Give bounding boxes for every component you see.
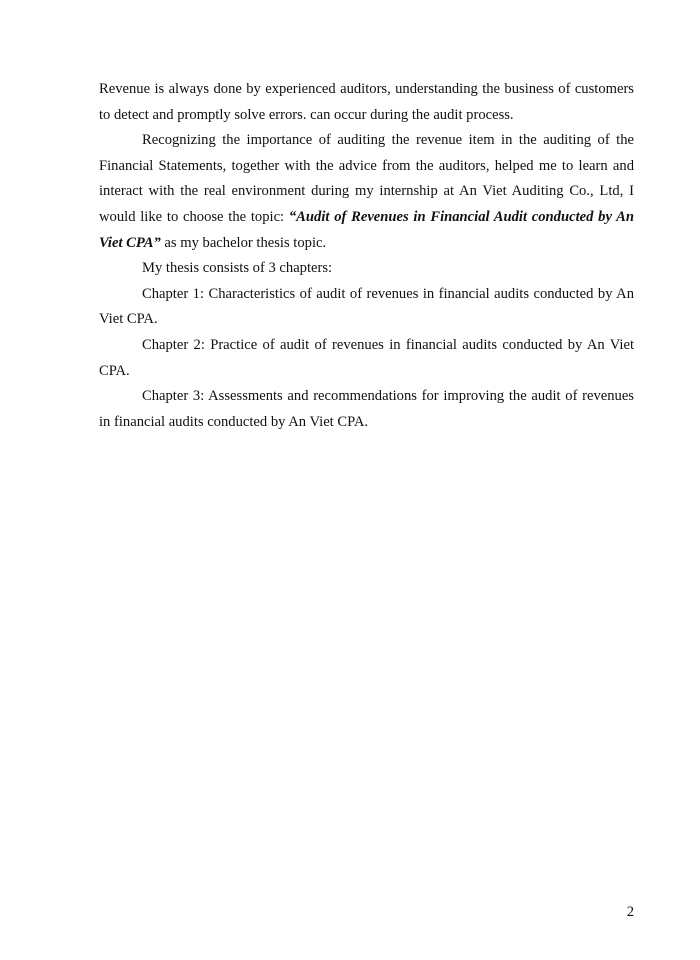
chapter-1-item: Chapter 1: Characteristics of audit of revenues in financial audits conducted by An Viet CPA.	[99, 285, 634, 328]
thesis-topic-title: “Audit of Revenues in Financial Audit conducted by An Viet CPA”	[99, 208, 635, 251]
page-number: 2	[626, 904, 634, 920]
chapter-2-item: Chapter 2: Practice of audit of revenues in financial audits conducted by An Viet CPA.	[99, 336, 634, 379]
topic-intro-text: Recognizing the importance of auditing the revenue item in the auditing of the Financial Statements, together with the advice from the auditors, helped me to learn and interact with the real environment during my internship at An Viet Auditing Co., Ltd, I would like to choose the topic:	[99, 132, 634, 225]
paragraph-chapter-count: My thesis consists of 3 chapters:	[142, 260, 333, 277]
paragraph-topic-choice	[99, 128, 634, 256]
chapter-3-item: Chapter 3: Assessments and recommendations for improving the audit of revenues in financial audits conducted by An Viet CPA.	[99, 388, 634, 430]
paragraph-revenue-auditors: Revenue is always done by experienced auditors, understanding the business of customers to detect and promptly solve errors. can occur during the audit process.	[99, 81, 634, 123]
document-body	[99, 77, 634, 435]
topic-outro-text: as my bachelor thesis topic.	[160, 234, 327, 251]
